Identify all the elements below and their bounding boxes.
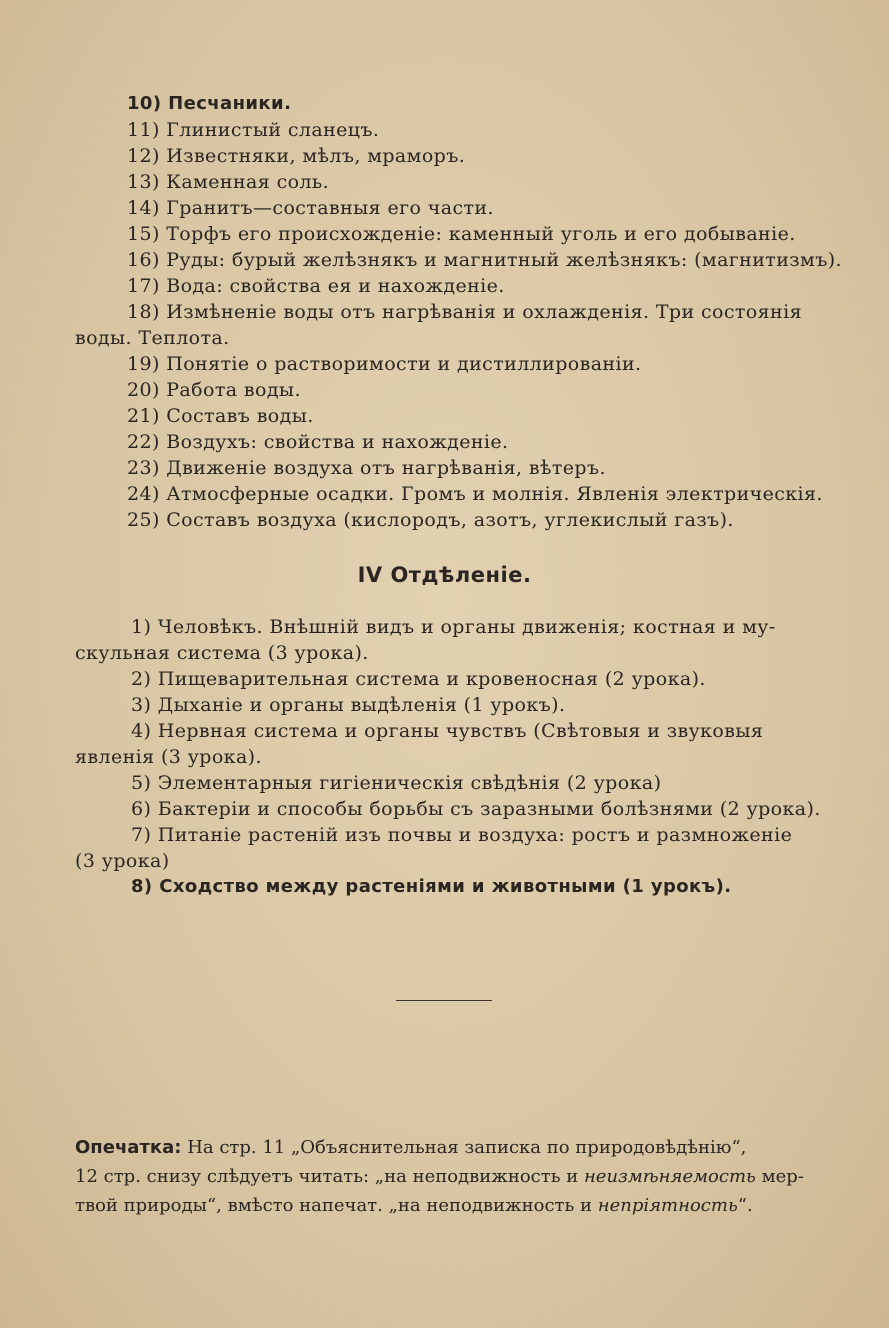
separator-rule bbox=[396, 1000, 492, 1001]
list-item: 22) Воздухъ: свойства и нахожденіе. bbox=[127, 431, 509, 453]
errata-text: 12 стр. снизу слѣдуетъ читать: „на неподвижность и bbox=[75, 1166, 579, 1187]
list-item: 5) Элементарныя гигіеническія свѣдѣнія (2 урока) bbox=[131, 772, 662, 794]
errata-line-1 bbox=[75, 1133, 865, 1162]
list-item: 17) Вода: свойства ея и нахожденіе. bbox=[127, 275, 505, 297]
list-item-continuation: скульная система (3 урока). bbox=[75, 642, 369, 664]
list-item: 7) Питаніе растеній изъ почвы и воздуха: ростъ и размноженіе bbox=[131, 824, 793, 846]
errata-line-2 bbox=[75, 1162, 865, 1191]
errata-text: “. bbox=[737, 1195, 753, 1216]
list-item: 8) Сходство между растеніями и животными (1 урокъ). bbox=[131, 876, 732, 897]
list-item: 2) Пищеварительная система и кровеносная (2 урока). bbox=[131, 668, 706, 690]
list-item: 11) Глинистый сланецъ. bbox=[127, 119, 380, 141]
section-heading: IV Отдѣленіе. bbox=[357, 563, 532, 587]
errata-text: твой природы“, вмѣсто напечат. „на неподвижность и bbox=[75, 1195, 592, 1216]
errata-text: мер- bbox=[761, 1166, 804, 1187]
list-item: 3) Дыханіе и органы выдѣленія (1 урокъ). bbox=[131, 694, 566, 716]
errata-italic: непріятность bbox=[597, 1195, 738, 1216]
list-item: 24) Атмосферные осадки. Громъ и молнія. Явленія электрическія. bbox=[127, 483, 823, 505]
errata-italic: неизмѣняемость bbox=[583, 1166, 756, 1187]
list-item: 13) Каменная соль. bbox=[127, 171, 330, 193]
list-item: 15) Торфъ его происхожденіе: каменный уголь и его добываніе. bbox=[127, 223, 796, 245]
list-item: 6) Бактеріи и способы борьбы съ заразными болѣзнями (2 урока). bbox=[131, 798, 821, 820]
list-item: 18) Измѣненіе воды отъ нагрѣванія и охлажденія. Три состоянія bbox=[127, 301, 802, 323]
errata-line-3 bbox=[75, 1191, 865, 1220]
list-item: 25) Составъ воздуха (кислородъ, азотъ, углекислый газъ). bbox=[127, 509, 734, 531]
list-item: 10) Песчаники. bbox=[127, 93, 292, 114]
section-4-list bbox=[75, 614, 855, 900]
section-3-list bbox=[75, 91, 855, 533]
list-item: 20) Работа воды. bbox=[127, 379, 301, 401]
errata-note bbox=[75, 1133, 865, 1220]
list-item-continuation: явленія (3 урока). bbox=[75, 746, 262, 768]
list-item: 4) Нервная система и органы чувствъ (Свѣтовыя и звуковыя bbox=[131, 720, 764, 742]
list-item: 16) Руды: бурый желѣзнякъ и магнитный желѣзнякъ: (магнитизмъ). bbox=[127, 249, 842, 271]
list-item: 19) Понятіе о растворимости и дистиллированіи. bbox=[127, 353, 642, 375]
list-item-continuation: воды. Теплота. bbox=[75, 327, 230, 349]
errata-text: На стр. 11 „Объяснительная записка по природовѣдѣнію“, bbox=[187, 1137, 747, 1158]
errata-label: Опечатка: bbox=[75, 1137, 182, 1158]
list-item-continuation: (3 урока) bbox=[75, 850, 170, 872]
list-item: 12) Известняки, мѣлъ, мраморъ. bbox=[127, 145, 466, 167]
list-item: 21) Составъ воды. bbox=[127, 405, 314, 427]
list-item: 14) Гранитъ—составныя его части. bbox=[127, 197, 494, 219]
list-item: 23) Движеніе воздуха отъ нагрѣванія, вѣтеръ. bbox=[127, 457, 606, 479]
list-item: 1) Человѣкъ. Внѣшній видъ и органы движенія; костная и му- bbox=[131, 616, 776, 638]
